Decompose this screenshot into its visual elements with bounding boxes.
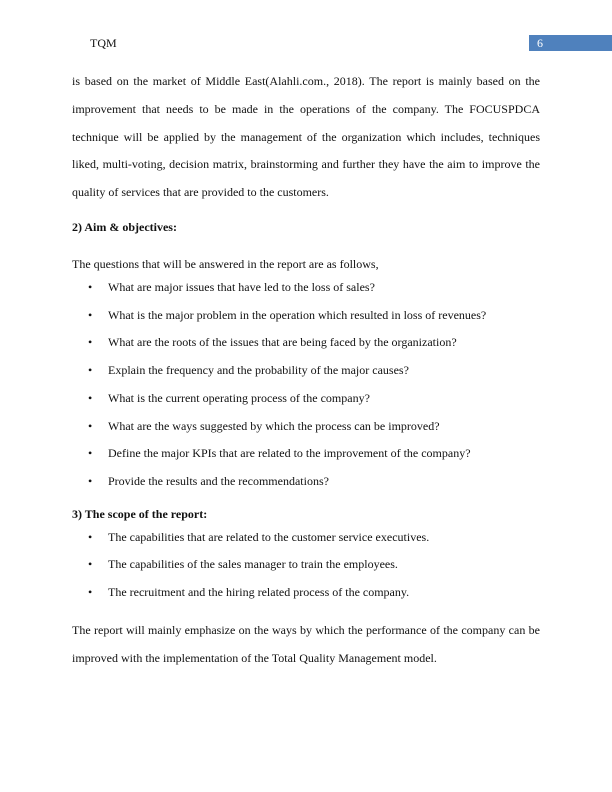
list-item: • What are the ways suggested by which the process can be improved? [72, 413, 540, 441]
page-number: 6 [529, 35, 612, 51]
list-item: • Explain the frequency and the probability of the major causes? [72, 357, 540, 385]
list-item: • The capabilities of the sales manager to train the employees. [72, 551, 540, 579]
header-title: TQM [90, 36, 117, 50]
list-item: • The capabilities that are related to the customer service executives. [72, 524, 540, 552]
closing-paragraph: The report will mainly emphasize on the ways by which the performance of the company can be improved with the implementation of the Total Quality Management model. [72, 622, 540, 665]
list-item: • What is the current operating process of the company? [72, 385, 540, 413]
list-item: • Provide the results and the recommendations? [72, 468, 540, 496]
list-item: • Define the major KPIs that are related to the improvement of the company? [72, 440, 540, 468]
section-heading-aim-objectives: 2) Aim & objectives: [72, 219, 177, 234]
scope-list [72, 524, 540, 607]
list-item: • What is the major problem in the operation which resulted in loss of revenues? [72, 302, 540, 330]
list-item: • What are the roots of the issues that are being faced by the organization? [72, 329, 540, 357]
list-item: • What are major issues that have led to the loss of sales? [72, 274, 540, 302]
list-item: • The recruitment and the hiring related process of the company. [72, 579, 540, 607]
document-body [72, 68, 540, 672]
intro-paragraph: is based on the market of Middle East(Alahli.com., 2018). The report is mainly based on the improvement that needs to be made in the operations of the company. The FOCUSPDCA technique will be applied by the management of the organization which includes, techniques liked, multi-voting, decision matrix, brainstorming and further they have the aim to improve the quality of services that are provided to the customers. [72, 74, 540, 200]
section-lead-text: The questions that will be answered in the report are as follows, [72, 256, 379, 271]
section-heading-scope: 3) The scope of the report: [72, 506, 208, 521]
objectives-list [72, 274, 540, 496]
